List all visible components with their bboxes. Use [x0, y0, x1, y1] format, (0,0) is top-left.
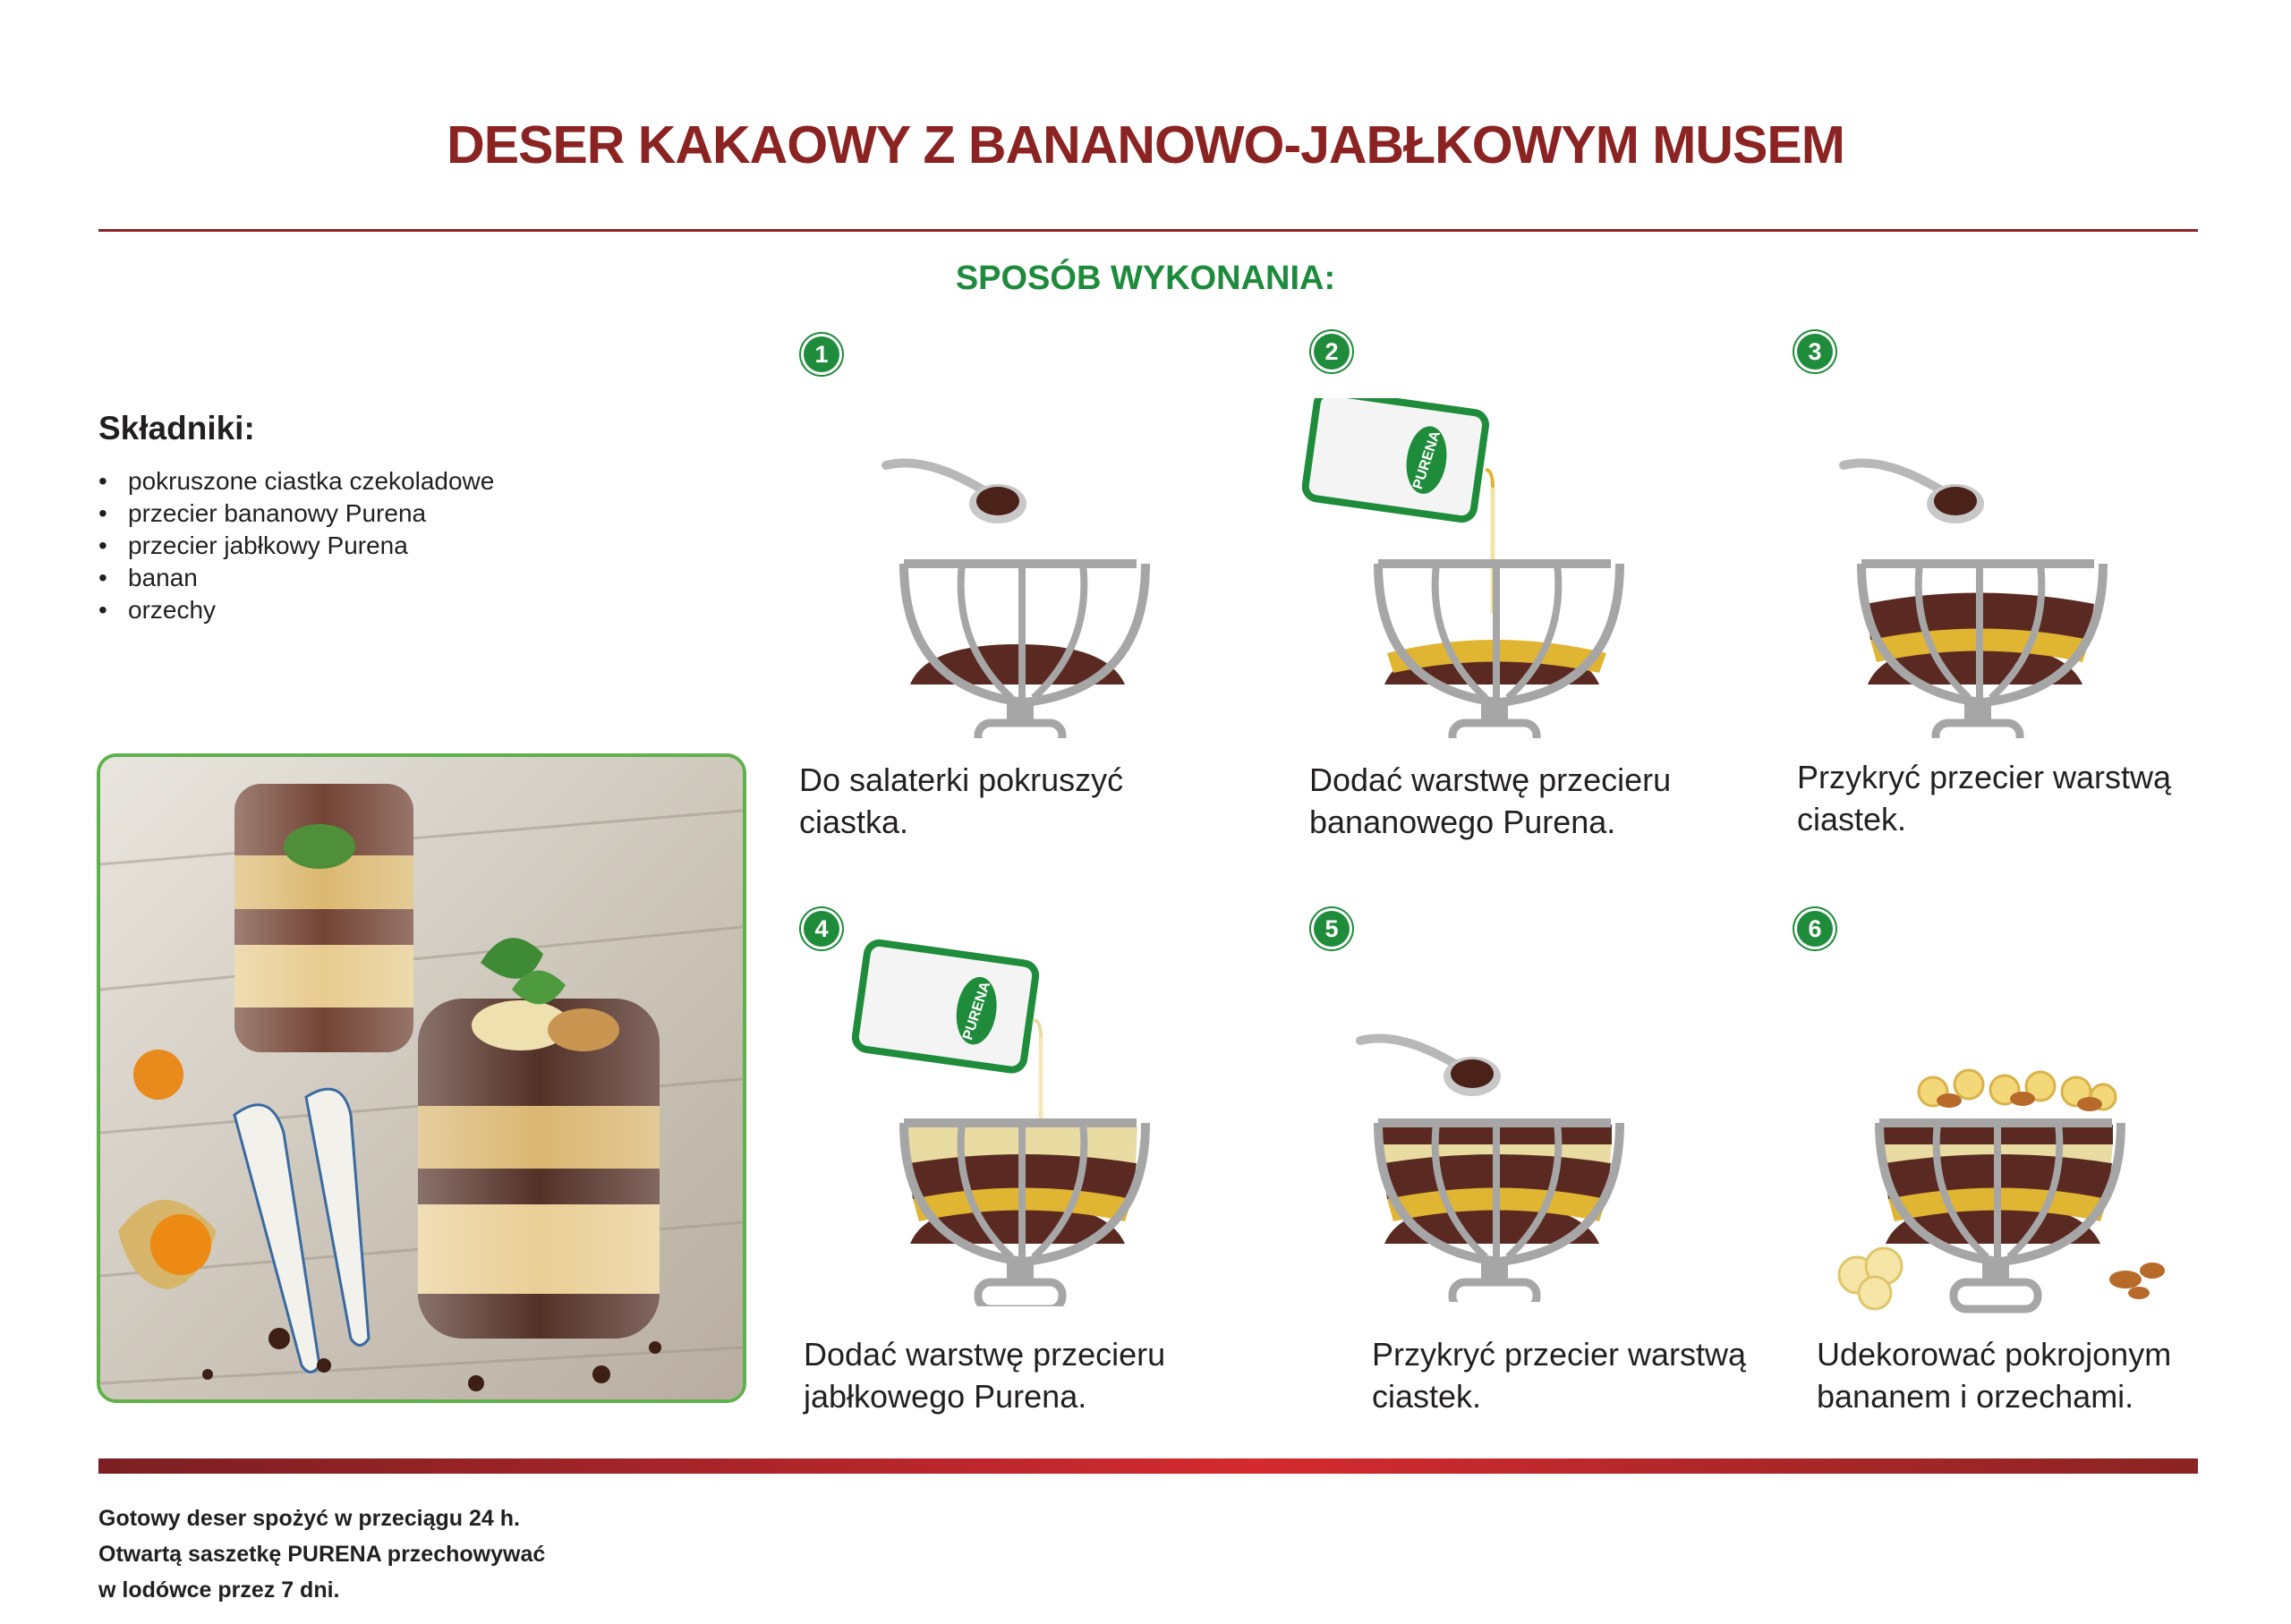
- step-4-illustration: [850, 931, 1154, 1306]
- step-6-text: Udekorować pokrojonym bananem i orzechami.: [1817, 1336, 2172, 1415]
- method-heading: SPOSÓB WYKONANIA:: [955, 259, 1336, 297]
- step-number-badge: 2: [1314, 334, 1350, 370]
- ingredient-item: • przecier bananowy Purena: [98, 497, 494, 530]
- purena-label: PURENA: [960, 980, 994, 1042]
- ingredient-item: • banan: [98, 562, 494, 594]
- ingredient-item: • przecier jabłkowy Purena: [98, 530, 494, 562]
- step-3-illustration: [1839, 452, 2108, 738]
- step-3-text: Przykryć przecier warstwą ciastek.: [1797, 759, 2172, 838]
- step-2-text: Dodać warstwę przecieru bananowego Purena.: [1309, 761, 1672, 840]
- footer-line: Gotowy deser spożyć w przeciągu 24 h.: [98, 1506, 520, 1531]
- footer-line: Otwartą saszetkę PURENA przechowywać: [98, 1542, 546, 1567]
- step-6-illustration: [1835, 1065, 2175, 1315]
- purena-label: PURENA: [1410, 429, 1444, 492]
- step-1-illustration: [881, 452, 1150, 738]
- dessert-photo: [97, 753, 746, 1403]
- footer-note: [98, 1501, 600, 1608]
- step-number-badge: 3: [1797, 334, 1833, 370]
- step-number-badge: 1: [804, 336, 839, 372]
- title-divider: [98, 229, 2198, 232]
- step-number-badge: 4: [804, 911, 839, 947]
- footer-line: w lodówce przez 7 dni.: [98, 1577, 340, 1603]
- footer-divider: [98, 1458, 2198, 1474]
- step-5-illustration: [1356, 1033, 1624, 1302]
- step-1-text: Do salaterki pokruszyć ciastka.: [799, 761, 1124, 840]
- ingredient-item: • orzechy: [98, 594, 494, 626]
- page-title: DESER KAKAOWY Z BANANOWO-JABŁKOWYM MUSEM: [447, 115, 1844, 174]
- step-4-text: Dodać warstwę przecieru jabłkowego Purena.: [804, 1336, 1166, 1415]
- ingredient-item: • pokruszone ciastka czekoladowe: [98, 465, 494, 497]
- step-2-illustration: [1302, 398, 1633, 738]
- ingredients-heading: Składniki:: [98, 410, 255, 446]
- step-5-text: Przykryć przecier warstwą ciastek.: [1372, 1336, 1747, 1415]
- step-number-badge: 6: [1797, 911, 1833, 947]
- step-number-badge: 5: [1314, 911, 1350, 947]
- ingredients-list: [98, 465, 494, 626]
